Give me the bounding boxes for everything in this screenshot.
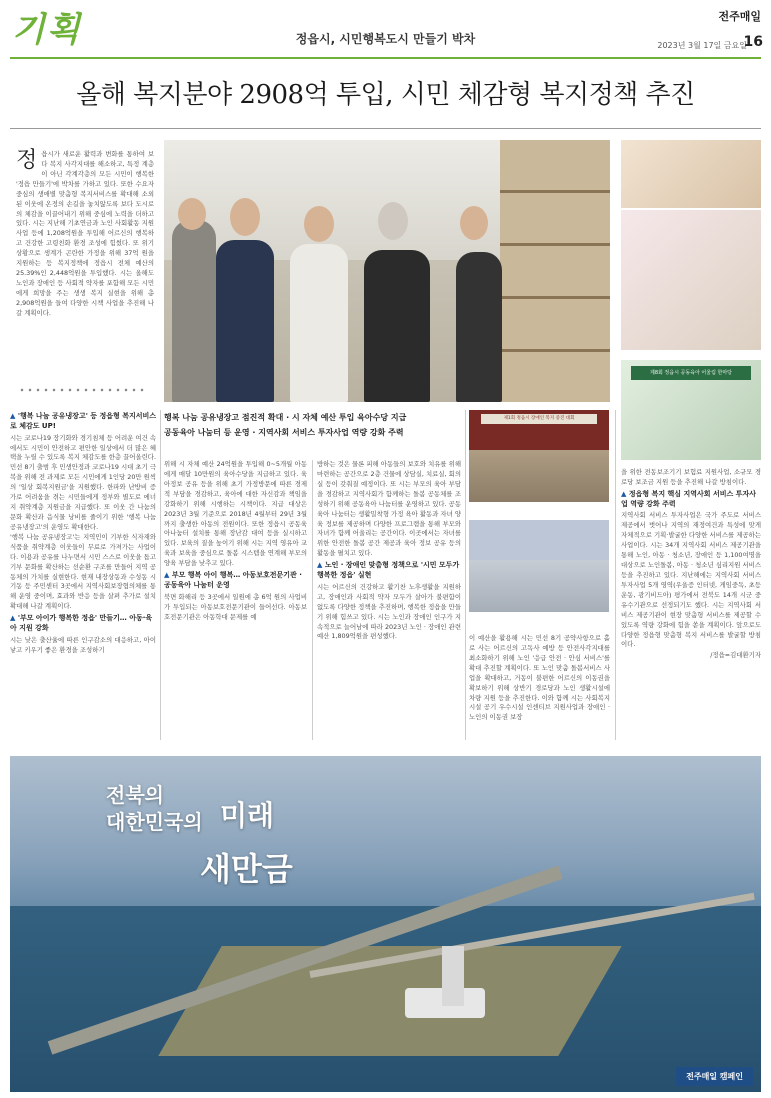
side-photo-playroom: [621, 210, 761, 350]
ad-slogan-future: 미래: [220, 799, 275, 832]
section-mark: 기획: [12, 10, 82, 50]
stage-banner: 제1회 정읍시 장애인 복지 증진 대회: [481, 414, 597, 424]
column-3-paragraph-1: 방하는 것은 물론 피해 아동들의 보호와 치유를 위해 마련하는 공간으로 2층 건물에 상담실, 치료실, 회의실 등이 갖춰질 예정이다. 또 시는 부모의 육아 부담을 경감하고 지역사회가 함께하는 돌봄 공동체를 조성하기 위해 공동육아 나눔터를 운영하고 있다. 공동육아 나눔터는 생활밀착형 가정 육아 활동과 자녀 양육 정보를 제공하며 다양한 프로그램을 통해 부모와 자녀가 함께 어울리는 공간이다. 이곳에서는 자녀를 위한 안전한 돌봄 공간 제공과 육아 정보 공유 등의 활동을 펼치고 있다.: [317, 460, 461, 558]
photo-person: [290, 244, 348, 402]
ad-slogan-jeonbuk: 전북의: [106, 783, 164, 807]
column-1-heading-2-text: '부모 아이가 행복한 정읍' 만들기… 아동·육아 지원 강화: [10, 614, 153, 632]
photo-person-head: [460, 206, 488, 240]
photo-person-head: [178, 198, 206, 230]
photo-person-head: [304, 206, 334, 242]
column-1-heading-1-text: '행복 나눔 공유냉장고' 등 정읍형 복지서비스로 체감도 UP!: [10, 412, 157, 430]
lead-paragraph: [16, 150, 154, 319]
sub-headline-line2: 공동육아 나눔터 등 운영 · 지역사회 서비스 투자사업 역량 강화 주력: [164, 428, 404, 438]
series-title: 정읍시, 시민행복도시 만들기 박차: [295, 32, 476, 46]
column-3-paragraph-2: 시는 어르신의 건강하고 활기찬 노후생활을 지원하고, 장애인과 사회적 약자 모두가 살아가 불편함이 없도록 다양한 정책을 추진하며, 행복한 정읍을 만들기 위해 힘쓰고 있다. 시는 노인과 장애인 인구가 지속적으로 늘어남에 따라 2023년 노인 · 장애인 관련 예산 1,809억원을 편성했다.: [317, 582, 461, 641]
triangle-bullet-icon: ▲: [317, 561, 323, 570]
headline-rule: [10, 128, 761, 129]
event-photo-ceremony: [469, 410, 609, 502]
column-1-paragraph-2: '행복 나눔 공유냉장고'는 지역민이 기부한 식자재와 식품을 취약계층 이웃들이 무료로 가져가는 사업이다. 이용과 공유를 나누면서 시민 스스로 이웃을 돕고 기부 문화를 확산하는 선순환 구조를 만들어 지역 공동체의 가치를 실현한다. 현재 내장상동과 수성동 시기동 등 주민센터 3곳에서 지역사회보장협의체를 통해 운영 중이며, 효과와 반응 등을 살펴 추가로 설치 확대해 나갈 계획이다.: [10, 532, 156, 611]
main-photo-officials-tour: [164, 140, 610, 402]
reporter-byline: /정읍=김대환기자: [710, 651, 761, 660]
photo-person-head: [378, 202, 408, 240]
column-divider: [615, 410, 616, 740]
dropcap: 정: [16, 148, 38, 173]
meeting-banner: 제8회 정읍시 공동육아 어울림 한마당: [631, 366, 751, 380]
photo-person: [172, 220, 216, 402]
column-3-heading-1: [317, 561, 461, 581]
column-1: [10, 410, 156, 656]
column-5-paragraph-2: 지역사회 서비스 투자사업은 국가 주도로 서비스 제공에서 벗어나 지역의 재정여건과 특성에 맞게 자체적으로 기획·발굴한 다양한 서비스를 제공하는 사업이다. 시는 34개 지역사회 서비스 제공기관을 통해 노인, 아동 · 청소년, 장애인 등 1,100여명을 대상으로 노인돌봄, 아동 · 청소년 심리지원 서비스 등을 추진하고 있다. 지난해에는 지역사회 서비스 투자사업 5개 영역(우울증 인터넷, 게임중독, 초등 운동, 광기비드아) 평가에서 전북도 14개 시군 중 유수기관으로 선정되기도 했다. 시는 지역사회 서비스 제공기관이 현장 맞춤형 서비스를 제공할 수 있도록 역량 강화에 힘을 쏟을 계획이다. 앞으로도 다양한 정읍형 맞춤형 복지 서비스를 발굴할 방침이다.: [621, 511, 761, 649]
lead-text: 읍시가 새로운 활력과 변화를 통하여 보다 복지 사각지대를 해소하고, 특정 계층이 아닌 각계각층의 모든 시민이 행복한 '정읍 만들기'에 박차를 가하고 있다. 또한 수요자 중심의 생애별 맞춤형 복지서비스를 확대해 소외된 이웃에 온정의 손길을 놓치않도록 보다 도시로의 체감을 이끌어내기 위해 중심에 노력을 더하고 있다. 시는 지난해 기초연금과 노인 사회활동 지원사업 등에 1,208억원을 투입해 어르신의 행복하고 건강한 고령친화 환경 조성에 힘썼다. 또 위기 상황으로 생계가 곤란한 가정을 위해 37억 원을 지원하는 등 복지정책에 정읍시 전체 예산의 25.39%인 2,448억원을 투입했다. 시는 올해도 노인과 장애인 등 사회적 약자를 포함해 모든 시민에게 희망을 주는 생생 복지 실현을 위해 총 2,908억원을 들여 다양한 시책 사업을 추진해 나갈 계획이다.: [16, 150, 154, 317]
column-1-heading-2: [10, 614, 156, 634]
photo-shelf: [500, 140, 610, 402]
column-1-paragraph-1: 시는 코로나19 장기화와 경기침체 등 어려운 여건 속에서도 시민이 안전하고 편안한 일상에서 더 많은 혜택을 누릴 수 있도록 복지 체감도를 한층 끌어올린다. 민선 8기 출범 후 민생안정과 코로나19 시대 초기 극복을 위해 전 과제로 모든 시민에게 1인당 20만 원씩의 '일상 회복지원금'을 지원했다. 한파와 난방비 증가로 어려움을 겪는 시민들에게 정부와 별도로 에너지 취약계층 지원금을 지급했다. 또 이웃 간 나눔의 문화 확산과 음식물 낭비를 줄이기 위한 '행복 나눔 공유냉장고'의 운영도 확대한다.: [10, 433, 156, 531]
photo-person: [364, 250, 430, 402]
page-number: 16: [743, 34, 763, 50]
column-divider: [465, 410, 466, 740]
column-2-paragraph-2: 북면 화해리 등 3곳에서 일원에 총 6억 원의 사업비가 투입되는 아동보호전문기관이 들어선다. 아동보호전문기관은 아동학대 문제를 예: [164, 592, 307, 621]
side-photo-childcare: [621, 140, 761, 208]
dotted-divider: [18, 388, 148, 392]
stage-backdrop: [469, 520, 609, 560]
column-2-heading-1: [164, 571, 307, 591]
column-divider: [312, 460, 313, 740]
column-1-heading-1: [10, 412, 156, 432]
ad-slogan-saemangeum: 새만금: [200, 850, 293, 888]
event-photo-conference: [469, 520, 609, 612]
column-3: [317, 460, 461, 642]
column-2-heading-1-text: 부모 행복 아이 행복… 아동보호전문기관 · 공동육아 나눔터 운영: [164, 571, 302, 589]
column-3-heading-1-text: 노인 · 장애인 맞춤형 정책으로 '시민 모두가 행복한 정읍' 실현: [317, 561, 460, 580]
photo-person: [216, 240, 274, 402]
ad-tower: [442, 946, 464, 1006]
triangle-bullet-icon: ▲: [621, 489, 627, 498]
photo-person-head: [230, 198, 260, 236]
column-4: [469, 634, 610, 723]
paper-name: 전주매일: [718, 10, 761, 23]
header-rule: [10, 57, 761, 59]
column-2: [164, 460, 307, 623]
side-photo-meeting: [621, 360, 761, 460]
photo-person: [456, 252, 502, 402]
triangle-bullet-icon: ▲: [10, 614, 16, 623]
column-5-paragraph-1: 을 위한 전동보조기기 보험료 지원사업, 소규모 경로당 보조금 지원 등을 추진해 나갈 방침이다.: [621, 468, 761, 486]
article-headline: 올해 복지분야 2908억 투입, 시민 체감형 복지정책 추진: [76, 80, 695, 110]
column-divider: [160, 410, 161, 740]
page-header: [0, 0, 771, 58]
saemangeum-campaign-ad: [10, 756, 761, 1092]
sub-headline: [164, 410, 464, 440]
issue-date: 2023년 3월 17일 금요일: [657, 41, 747, 50]
ad-campaign-label: 전주매일 캠페인: [676, 1067, 753, 1086]
column-5-heading-1: [621, 490, 761, 510]
sub-headline-line1: 행복 나눔 공유냉장고 점진적 확대 · 시 자체 예산 투입 육아수당 지급: [164, 413, 407, 422]
ad-slogan-korea: 대한민국의: [106, 810, 203, 834]
column-2-paragraph-1: 위해 시 자체 예산 24억원을 투입해 0~5개월 아동에게 매달 10만원의 육아수당을 지급하고 있다. 육아정보 공유 등을 위해 초기 가정방문에 따른 경제적 부담을 경감하고, 육아에 대한 자신감과 책임을 강화하기 위해 시행하는 시책이다. 지급 대상은 2023년 3월 기준으로 2018년 4월부터 29년 3월까지 출생한 아동의 전원이다. 또한 정읍시 공동육아나눔터 설치를 통해 장난감 대여 등을 실시하고 있다. 보육의 질을 높이기 위해 시는 지역 영유아 교육과 보육을 중심으로 돌봄 시스템을 연계해 부모의 양육 부담을 낮추고 있다.: [164, 460, 307, 568]
column-4-paragraph-1: 이 예산을 활용해 시는 민선 8기 공약사항으로 홀로 사는 어르신의 고독사 예방 등 안전사각지대를 최소화하기 위해 노인 '응급 안전 · 안심 서비스'를 확대 추진할 계획이다. 또 노인 맞춤 돌봄서비스 사업을 확대하고, 거동이 불편한 어르신의 이동권을 확보하기 위해 상반기 경로당과 노인 생활시설에 차량 지원 등을 추진한다. 이와 함께 시는 사회복지시설 공기 우수시설 인센티브 지원사업과 장애인 · 노인의 이동권 보장: [469, 634, 610, 722]
column-1-paragraph-3: 시는 낮은 출산율에 따른 인구감소의 대응하고, 아이 낳고 키우기 좋은 환경을 조성하기: [10, 635, 156, 654]
triangle-bullet-icon: ▲: [164, 571, 170, 580]
triangle-bullet-icon: ▲: [10, 412, 16, 420]
column-5: [621, 468, 761, 659]
column-5-heading-1-text: 정읍형 복지 핵심 지역사회 서비스 투자사업 역량 강화 주력: [621, 489, 756, 508]
ad-slogan-prefix: [106, 782, 203, 836]
